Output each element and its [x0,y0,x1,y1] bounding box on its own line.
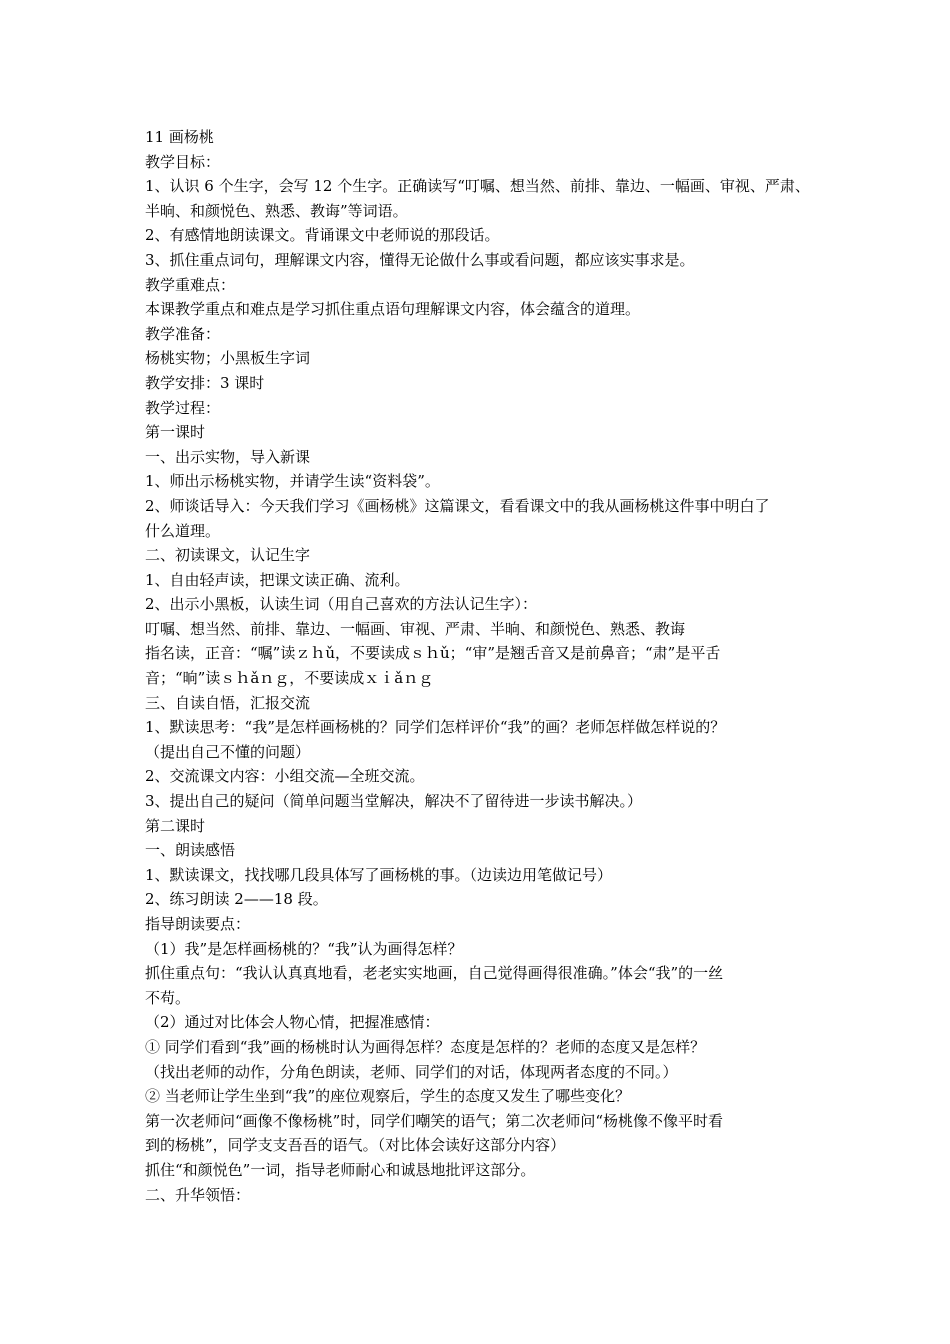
text-line: 一、出示实物，导入新课 [145,447,311,466]
section-heading-preparation: 教学准备： [145,324,221,343]
text-line: 2、练习朗读 2——18 段。 [145,890,328,909]
text-line: 杨桃实物；小黑板生字词 [145,349,311,368]
text-line: （提出自己不懂的问题） [145,742,311,761]
section-heading-objectives: 教学目标： [145,152,221,171]
text-line: 1、自由轻声读，把课文读正确、流利。 [145,570,410,589]
text-line: 1、师出示杨桃实物，并请学生读“资料袋”。 [145,472,440,491]
document-body [145,125,825,1207]
text-line: 2、出示小黑板，认读生词（用自己喜欢的方法认记生字）： [145,595,538,614]
text-line: 什么道理。 [145,521,221,540]
section-heading-key-points: 教学重难点： [145,275,236,294]
text-line: ① 同学们看到“我”画的杨桃时认为画得怎样？态度是怎样的？老师的态度又是怎样？ [145,1037,706,1056]
text-line: 二、初读课文，认记生字 [145,546,311,565]
text-line: 本课教学重点和难点是学习抓住重点语句理解课文内容，体会蕴含的道理。 [145,300,641,319]
text-line: 音；“晌”读ｓｈǎｎｇ，不要读成ｘｉǎｎｇ [145,669,434,688]
text-line: 三、自读自悟，汇报交流 [145,693,311,712]
text-line: 2、师谈话导入：今天我们学习《画杨桃》这篇课文，看看课文中的我从画杨桃这件事中明白了 [145,496,770,515]
text-line: 1、默读思考：“我”是怎样画杨桃的？同学们怎样评价“我”的画？老师怎样做怎样说的？ [145,718,726,737]
text-line: 教学安排：3 课时 [145,373,265,392]
text-line: 2、有感情地朗读课文。背诵课文中老师说的那段话。 [145,226,500,245]
text-line: 二、升华领悟： [145,1185,251,1204]
text-line: 指导朗读要点： [145,915,251,933]
lesson-period-heading: 第二课时 [145,816,206,835]
lesson-title: 11 画杨桃 [145,128,214,146]
text-line: 不苟。 [145,988,191,1007]
text-line: 3、抓住重点词句，理解课文内容，懂得无论做什么事或看问题，都应该实事求是。 [145,250,695,269]
section-heading-process: 教学过程： [145,398,221,417]
text-line: 抓住重点句：“我认认真真地看，老老实实地画，自己觉得画得很准确。”体会“我”的一丝 [145,964,724,983]
text-line: 叮嘱、想当然、前排、靠边、一幅画、审视、严肃、半晌、和颜悦色、熟悉、教诲 [145,619,686,638]
text-line: ② 当老师让学生坐到“我”的座位观察后，学生的态度又发生了哪些变化？ [145,1087,631,1106]
text-line: （找出老师的动作，分角色朗读，老师、同学们的对话，体现两者态度的不同。） [145,1062,678,1081]
lesson-period-heading: 第一课时 [145,423,206,442]
text-line: 到的杨桃”，同学支支吾吾的语气。（对比体会读好这部分内容） [145,1136,566,1155]
text-line: 第一次老师问“画像不像杨桃”时，同学们嘲笑的语气；第二次老师问“杨桃像不像平时看 [145,1111,724,1130]
text-line: 1、默读课文，找找哪几段具体写了画杨桃的事。（边读边用笔做记号） [145,865,613,884]
text-line: （1）我”是怎样画杨桃的？“我”认为画得怎样？ [145,939,463,958]
text-line: 抓住“和颜悦色”一词，指导老师耐心和诚恳地批评这部分。 [145,1160,536,1179]
text-line: 指名读，正音：“嘱”读ｚｈǔ，不要读成ｓｈǔ；“审”是翘舌音又是前鼻音；“肃”是平舌 [145,644,721,663]
text-line: 3、提出自己的疑问（简单问题当堂解决，解决不了留待进一步读书解决。） [145,792,643,811]
text-line: （2）通过对比体会人物心情，把握准感情： [145,1013,440,1032]
text-line: 2、交流课文内容：小组交流—全班交流。 [145,767,425,786]
text-line: 半晌、和颜悦色、熟悉、教诲”等词语。 [145,201,408,220]
text-line: 一、朗读感悟 [145,841,236,860]
text-line: 1、认识 6 个生字，会写 12 个生字。正确读写“叮嘱、想当然、前排、靠边、一幅画、审视、严肃、 [145,177,810,196]
